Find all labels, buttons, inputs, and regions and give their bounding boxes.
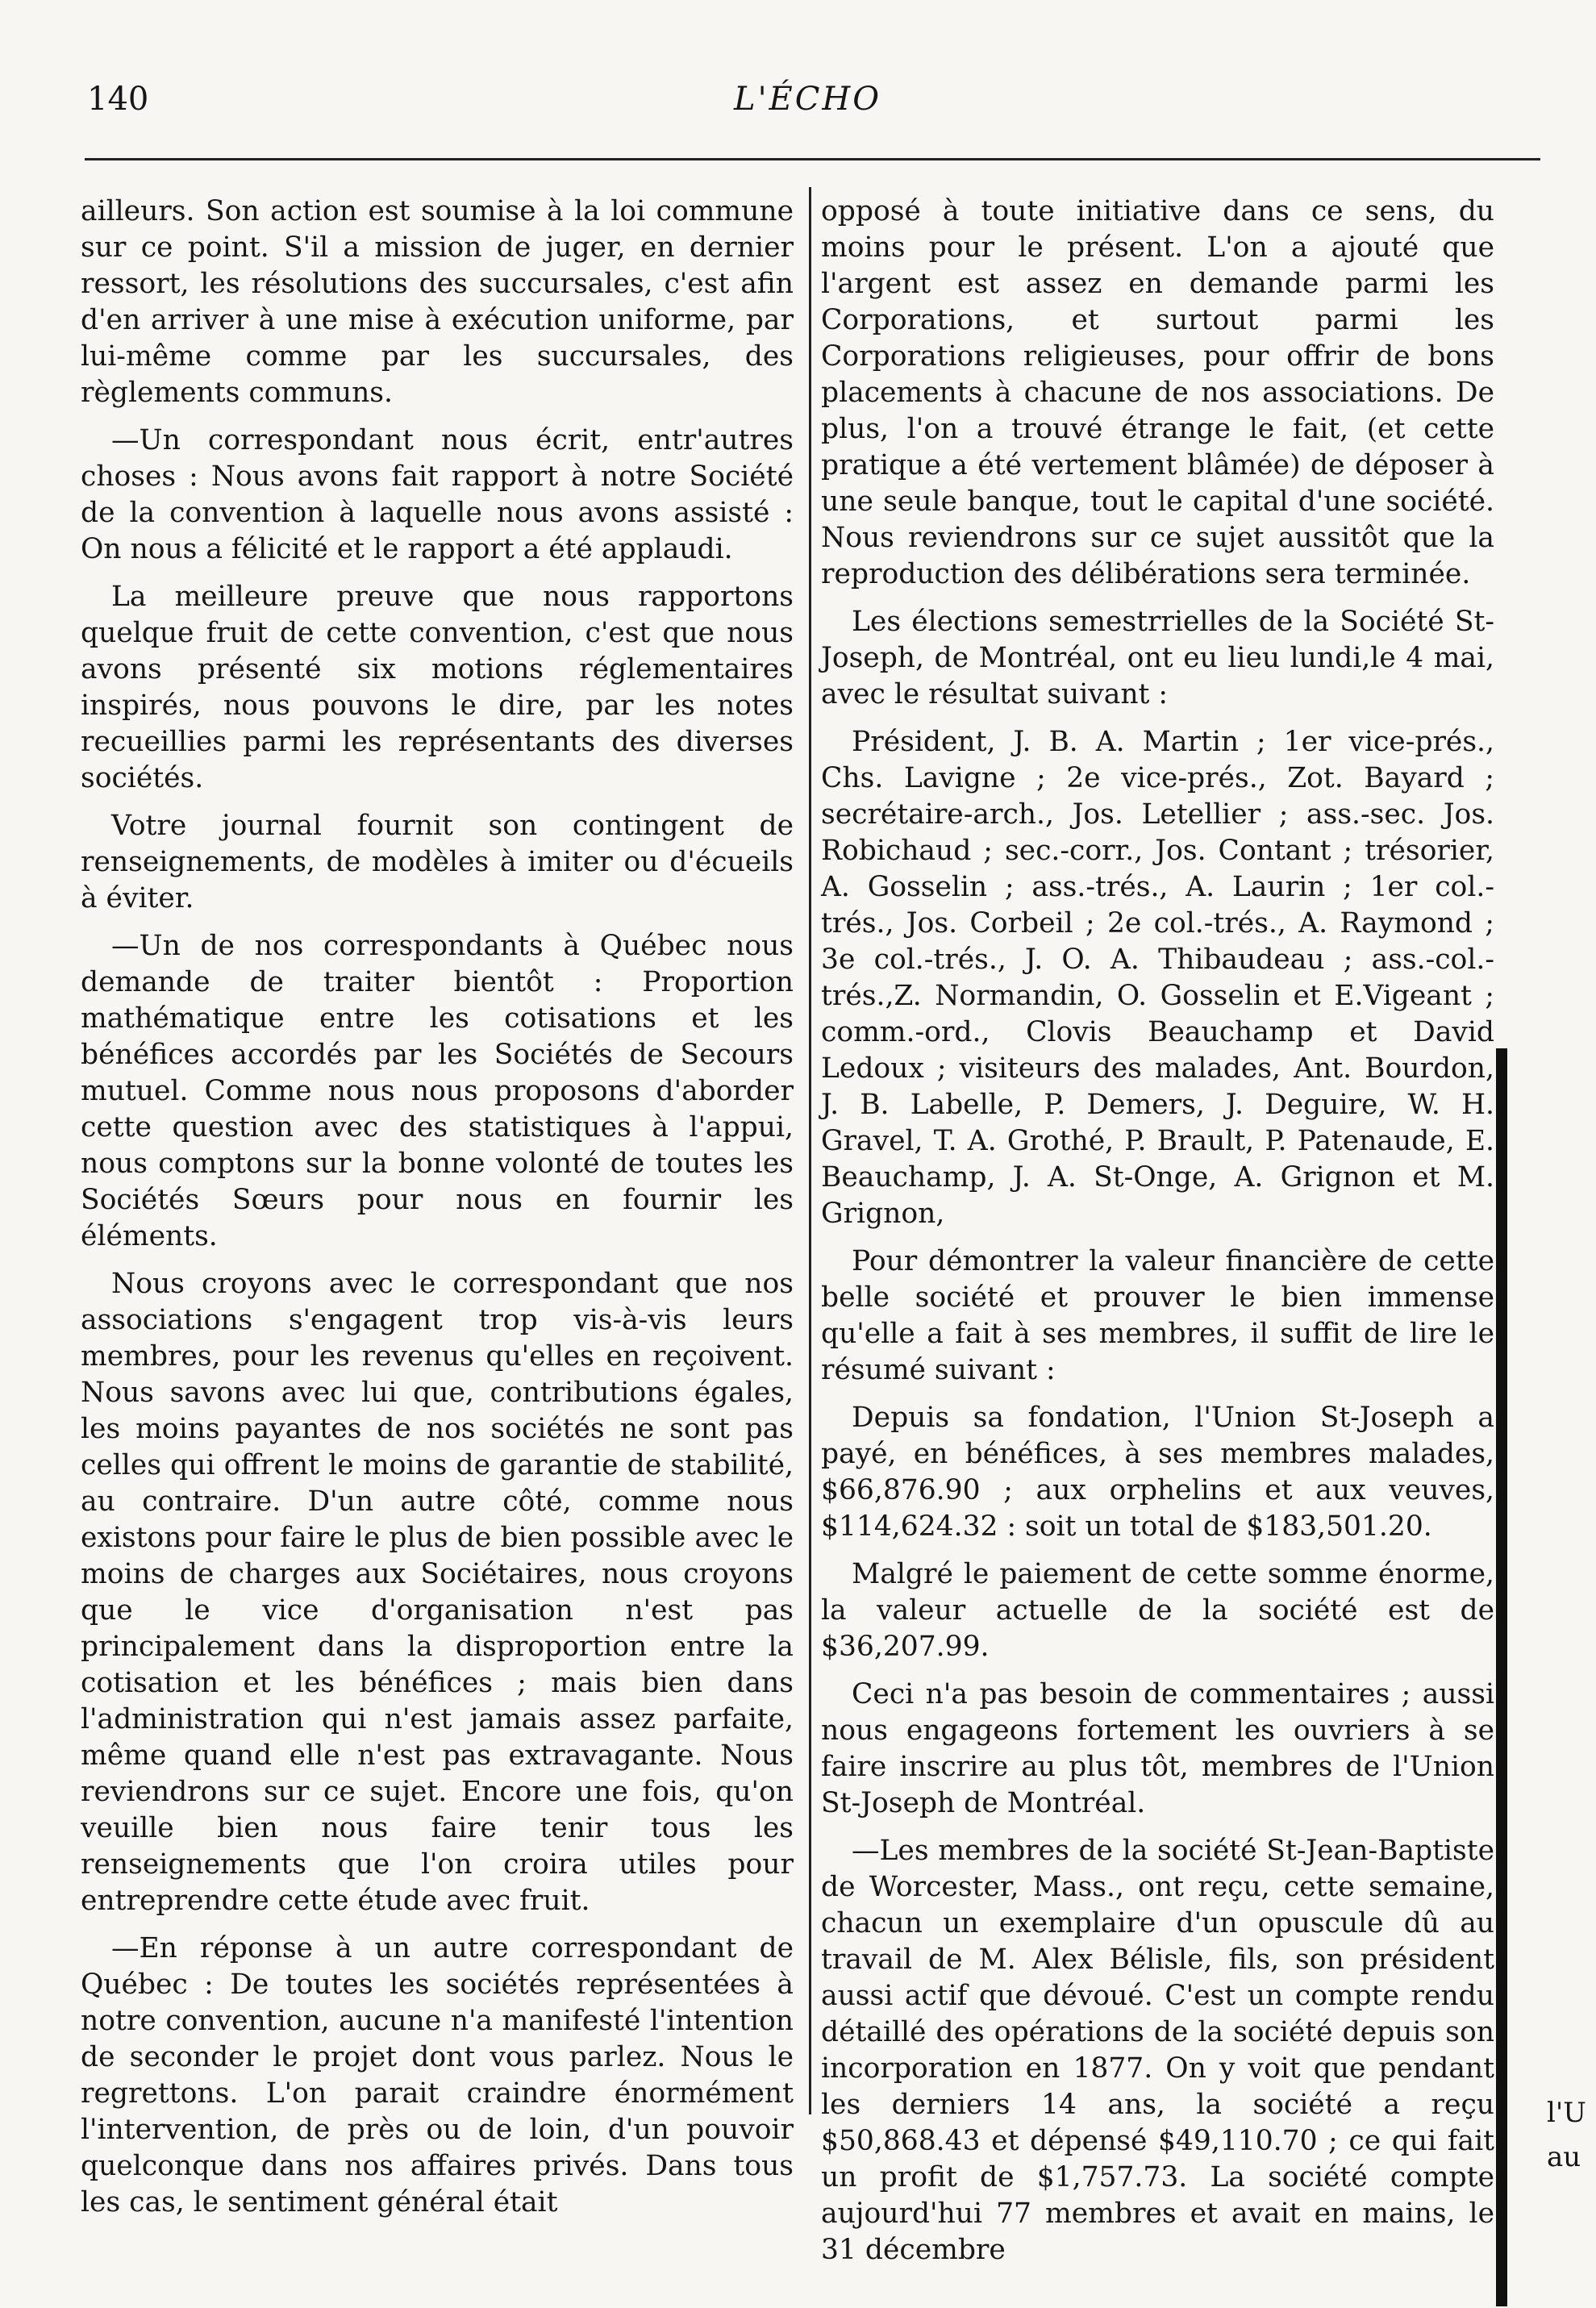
column-divider — [809, 187, 811, 2114]
paragraph: La meilleure preuve que nous rapportons quelque fruit de cette convention, c'est que nous avons présenté six motions réglementaires inspirés, nous pouvons le dire, par les notes recueillies parmi les représentants des diverses sociétés. — [81, 581, 794, 794]
paragraph: —Un correspondant nous écrit, entr'autres choses : Nous avons fait rapport à notre Société de la convention à laquelle nous avons assisté : On nous a félicité et le rapport a été applaudi. — [81, 424, 794, 565]
margin-fragment: l'U — [1547, 2097, 1586, 2129]
running-head — [0, 81, 1596, 129]
paragraph: Les élections semestrrielles de la Société St-Joseph, de Montréal, ont eu lieu lundi,le 4 mai, avec le résultat suivant : — [821, 606, 1494, 710]
right-column — [821, 194, 1494, 2280]
page-edge-shadow — [1496, 1048, 1507, 2306]
paragraph: Malgré le paiement de cette somme énorme, la valeur actuelle de la société est de $36,207.99. — [821, 1558, 1494, 1663]
journal-title: L'ÉCHO — [734, 81, 882, 118]
paragraph: Depuis sa fondation, l'Union St-Joseph a payé, en bénéfices, à ses membres malades, $66,876.90 ; aux orphelins et aux veuves, $114,624.32 : soit un total de $183,501.20. — [821, 1402, 1494, 1543]
paragraph: opposé à toute initiative dans ce sens, du moins pour le présent. L'on a ajouté que l'argent est assez en demande parmi les Corporations, et surtout parmi les Corporations religieuses, pour offrir de bons placements à chacune de nos associations. De plus, l'on a trouvé étrange le fait, (et cette pratique a été vertement blâmée) de déposer à une seule banque, tout le capital d'une société. Nous reviendrons sur ce sujet aussitôt que la reproduction des délibérations sera terminée. — [821, 195, 1494, 590]
paragraph: —Un de nos correspondants à Québec nous demande de traiter bientôt : Proportion mathématique entre les cotisations et les bénéfices accordés par les Sociétés de Secours mutuel. Comme nous nous proposons d'aborder cette question avec des statistiques à l'appui, nous comptons sur la bonne volonté de toutes les Sociétés Sœurs pour nous en fournir les éléments. — [81, 930, 794, 1252]
paragraph: —En réponse à un autre correspondant de Québec : De toutes les sociétés représentées à notre convention, aucune n'a manifesté l'intention de seconder le projet dont vous parlez. Nous le regrettons. L'on parait craindre énormément l'intervention, de près ou de loin, d'un pouvoir quelconque dans nos affaires privés. Dans tous les cas, le sentiment général était — [81, 1932, 794, 2218]
left-column — [81, 194, 794, 2232]
paragraph: ailleurs. Son action est soumise à la loi commune sur ce point. S'il a mission de juger, en dernier ressort, les résolutions des succursales, c'est afin d'en arriver à une mise à exécution uniforme, par lui-même comme par les succursales, des règlements communs. — [81, 195, 794, 409]
paragraph: —Les membres de la société St-Jean-Baptiste de Worcester, Mass., ont reçu, cette semaine, chacun un exemplaire d'un opuscule dû au travail de M. Alex Bélisle, fils, son président aussi actif que dévoué. C'est un compte rendu détaillé des opérations de la société depuis son incorporation en 1877. On y voit que pendant les derniers 14 ans, la société a reçu $50,868.43 et dépensé $49,110.70 ; ce qui fait un profit de $1,757.73. La société compte aujourd'hui 77 membres et avait en mains, le 31 décembre — [821, 1835, 1494, 2266]
header-rule — [85, 158, 1540, 160]
margin-fragment: au — [1547, 2141, 1581, 2173]
paragraph: Nous croyons avec le correspondant que nos associations s'engagent trop vis-à-vis leurs membres, pour les revenus qu'elles en reçoivent. Nous savons avec lui que, contributions égales, les moins payantes de nos sociétés ne sont pas celles qui offrent le moins de garantie de stabilité, au contraire. D'un autre côté, comme nous existons pour faire le plus de bien possible avec le moins de charges aux Sociétaires, nous croyons que le vice d'organisation n'est pas principalement dans la disproportion entre la cotisation et les bénéfices ; mais bien dans l'administration qui n'est jamais assez parfaite, même quand elle n'est pas extravagante. Nous reviendrons sur ce sujet. Encore une fois, qu'on veuille bien nous faire tenir tous les renseignements que l'on croira utiles pour entreprendre cette étude avec fruit. — [81, 1268, 794, 1917]
paragraph: Président, J. B. A. Martin ; 1er vice-prés., Chs. Lavigne ; 2e vice-prés., Zot. Bayard ; secrétaire-arch., Jos. Letellier ; ass.-sec. Jos. Robichaud ; sec.-corr., Jos. Contant ; trésorier, A. Gosselin ; ass.-trés., A. Laurin ; 1er col.-trés., Jos. Corbeil ; 2e col.-trés., A. Raymond ; 3e col.-trés., J. O. A. Thibaudeau ; ass.-col.-trés.,Z. Normandin, O. Gosselin et E.Vigeant ; comm.-ord., Clovis Beauchamp et David Ledoux ; visiteurs des malades, Ant. Bourdon, J. B. Labelle, P. Demers, J. Deguire, W. H. Gravel, T. A. Grothé, P. Brault, P. Patenaude, E. Beauchamp, J. A. St-Onge, A. Grignon et M. Grignon, — [821, 726, 1494, 1230]
paragraph: Votre journal fournit son contingent de renseignements, de modèles à imiter ou d'écueils à éviter. — [81, 810, 794, 914]
paragraph: Ceci n'a pas besoin de commentaires ; aussi nous engageons fortement les ouvriers à se faire inscrire au plus tôt, membres de l'Union St-Joseph de Montréal. — [821, 1678, 1494, 1819]
paragraph: Pour démontrer la valeur financière de cette belle société et prouver le bien immense qu'elle a fait à ses membres, il suffit de lire le résumé suivant : — [821, 1245, 1494, 1386]
page-number: 140 — [87, 81, 149, 118]
